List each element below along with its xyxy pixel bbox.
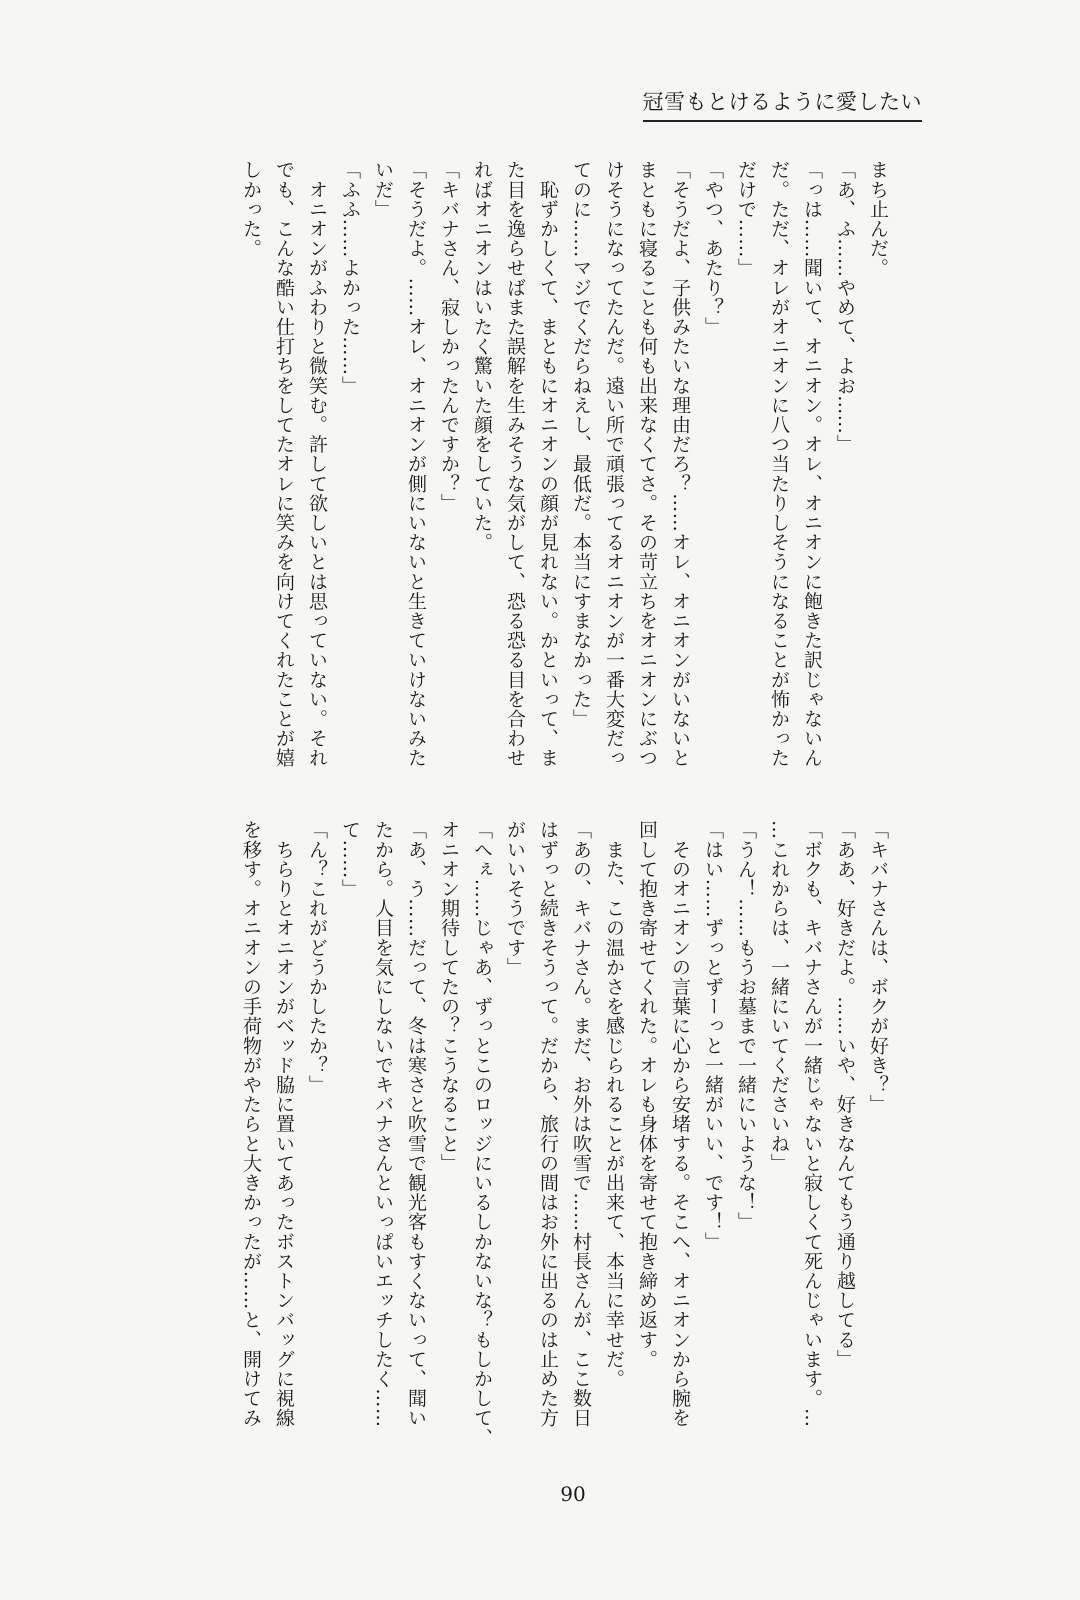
- text-line: 「はい……ずっとずーっと一緒がいい、です！」: [702, 820, 724, 1252]
- text-line: でも、こんな酷い仕打ちをしてたオレに笑みを向けてくれたことが嬉: [273, 160, 295, 768]
- page-number: 90: [560, 1482, 586, 1506]
- text-line: た目を逸らせばまた誤解を生みそうな気がして、恐る恐る目を合わせ: [504, 160, 526, 768]
- text-line: たから。人目を気にしないでキバナさんといっぱいエッチしたく……: [372, 820, 394, 1428]
- text-line: しかった。: [240, 160, 262, 258]
- text-line: て……」: [339, 820, 361, 899]
- text-line: 「うん！……もうお墓まで一緒にいような！」: [735, 820, 757, 1232]
- text-line: 「ん？これがどうかしたか？」: [306, 820, 328, 1095]
- text-line: 「そうだよ。……オレ、オニオンが側にいないと生きていけないみた: [405, 160, 427, 768]
- text-line: そのオニオンの言葉に心から安堵する。そこへ、オニオンから腕を: [669, 820, 691, 1428]
- lower-text-block: [234, 820, 894, 1450]
- upper-text-block: [234, 160, 894, 790]
- text-line: 回して抱き寄せてくれた。オレも身体を寄せて抱き締め返す。: [636, 820, 658, 1369]
- text-line: ちらりとオニオンがベッド脇に置いてあったボストンバッグに視線: [273, 820, 295, 1428]
- text-line: いだ」: [372, 160, 394, 219]
- text-line: を移す。オニオンの手荷物がやたらと大きかったが……と、開けてみ: [240, 820, 262, 1428]
- text-line: 「ああ、好きだよ。……いや、好きなんてもう通り越してる」: [834, 820, 856, 1369]
- text-line: 恥ずかしくて、まともにオニオンの顔が見れない。かといって、ま: [537, 160, 559, 768]
- text-line: けそうになってたんだ。遠い所で頑張ってるオニオンが一番大変だっ: [603, 160, 625, 768]
- text-line: 「キバナさん、寂しかったんですか？」: [438, 160, 460, 513]
- text-line: オニオンがふわりと微笑む。許して欲しいとは思っていない。それ: [306, 160, 328, 768]
- text-line: また、この温かさを感じられることが出来て、本当に幸せだ。: [603, 820, 625, 1389]
- text-line: 「そうだよ、子供みたいな理由だろ？……オレ、オニオンがいないと: [669, 160, 691, 768]
- text-line: だけで……」: [735, 160, 757, 278]
- text-line: がいいそうです」: [504, 820, 526, 977]
- text-line: 「っは……聞いて、オニオン。オレ、オニオンに飽きた訳じゃないん: [801, 160, 823, 768]
- running-title: 冠雪もとけるように愛したい: [643, 86, 923, 122]
- text-line: …これからは、一緒にいてくださいね」: [768, 820, 790, 1173]
- text-line: 「へぇ……じゃあ、ずっとこのロッジにいるしかないな？もしかして、: [471, 820, 493, 1448]
- text-line: ればオニオンはいたく驚いた顔をしていた。: [471, 160, 493, 552]
- text-line: 「あ、ふ……やめて、よお……」: [834, 160, 856, 454]
- text-line: 「ふふ……よかった……」: [339, 160, 361, 396]
- text-line: だ。ただ、オレがオニオンに八つ当たりしそうになることが怖かった: [768, 160, 790, 768]
- text-line: 「ボクも、キバナさんが一緒じゃないと寂しくて死んじゃいます。…: [801, 820, 823, 1428]
- text-line: 「キバナさんは、ボクが好き？」: [867, 820, 889, 1114]
- text-line: はずっと続きそうって。だから、旅行の間はお外に出るのは止めた方: [537, 820, 559, 1428]
- text-line: 「あ、う……だって、冬は寒さと吹雪で観光客もすくないって、聞い: [405, 820, 427, 1428]
- text-line: 「やつ、あたり？」: [702, 160, 724, 337]
- text-line: オニオン期待してたの？こうなること」: [438, 820, 460, 1173]
- text-line: てのに……マジでくだらねえし、最低だ。本当にすまなかった」: [570, 160, 592, 729]
- text-line: 「あの、キバナさん。まだ、お外は吹雪で……村長さんが、ここ数日: [570, 820, 592, 1428]
- text-line: まともに寝ることも何も出来なくてさ。その苛立ちをオニオンにぶつ: [636, 160, 658, 768]
- text-line: まち止んだ。: [867, 160, 889, 278]
